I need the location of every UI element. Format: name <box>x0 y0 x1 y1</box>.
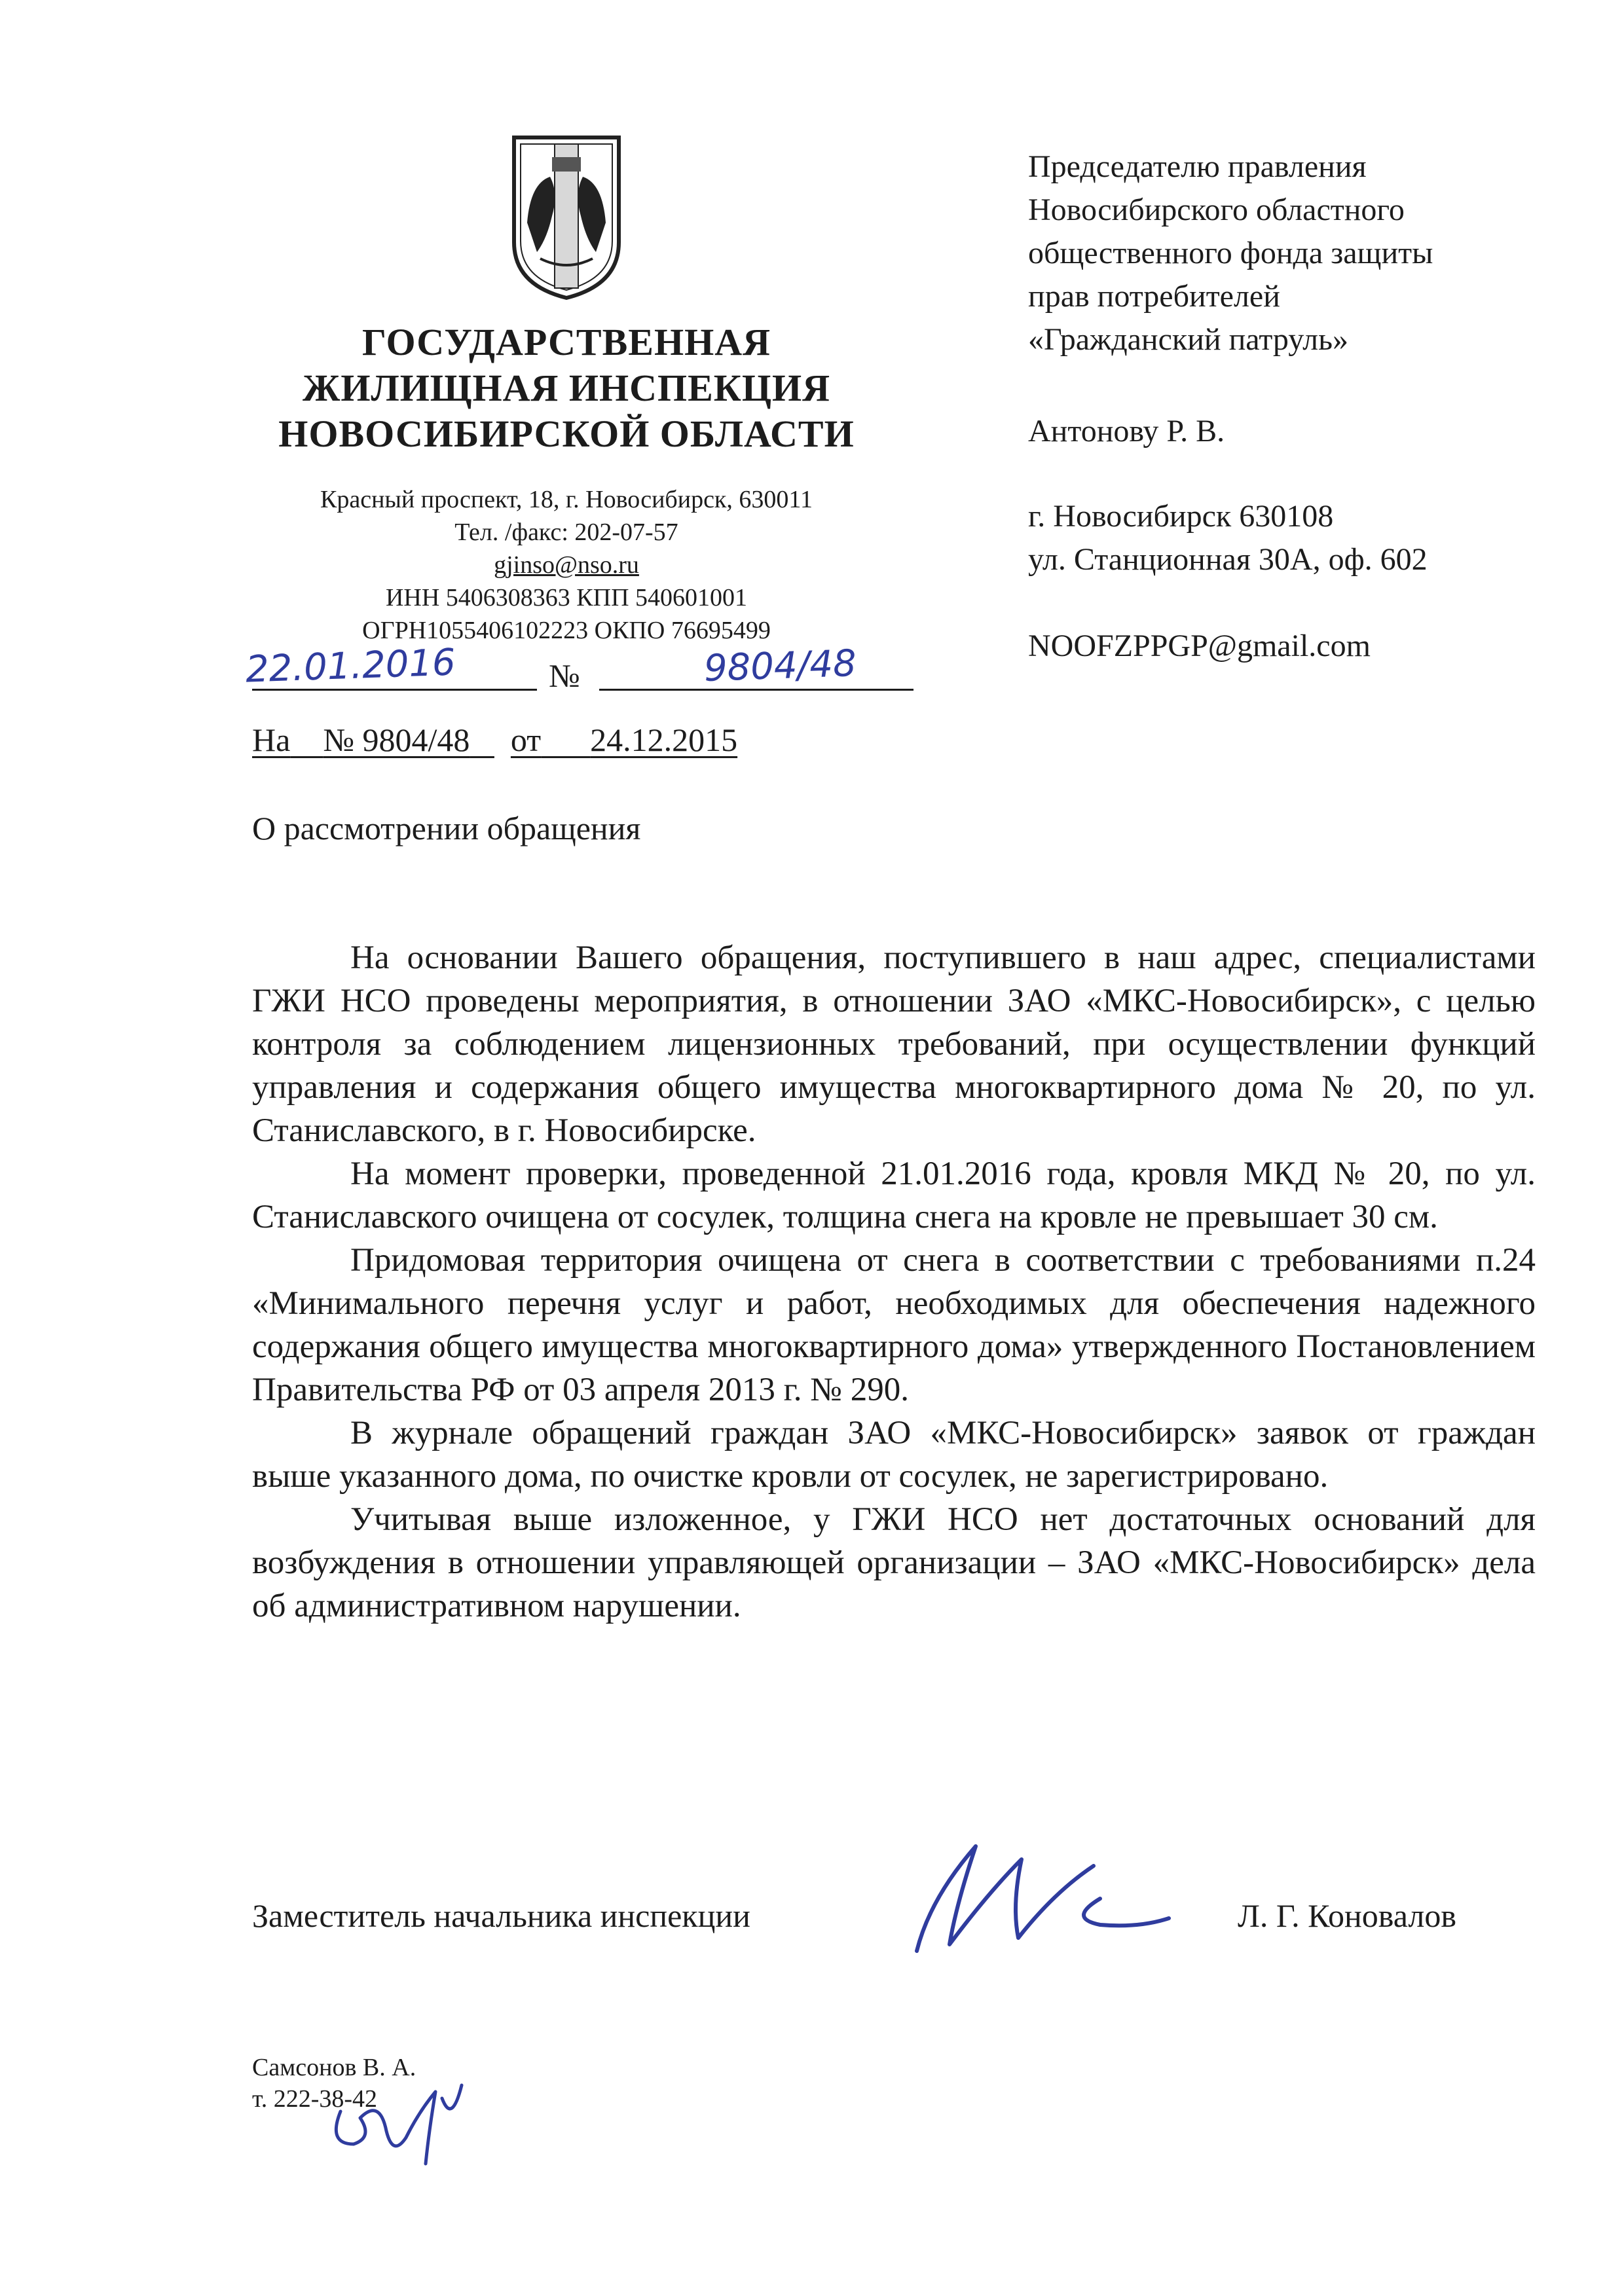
agency-address: Красный проспект, 18, г. Новосибирск, 630011 <box>320 486 813 513</box>
outgoing-number-handwritten: 9804/48 <box>703 642 857 691</box>
recipient-line-3: общественного фонда защиты <box>1028 236 1433 270</box>
reference-number: № 9804/48 <box>323 721 470 758</box>
signer-name: Л. Г. Коновалов <box>1238 1897 1456 1934</box>
agency-name-line-1: ГОСУДАРСТВЕННАЯ <box>362 321 771 363</box>
reference-from-word: от <box>510 721 542 758</box>
signer-position: Заместитель начальника инспекции <box>252 1897 750 1934</box>
reference-prefix: На <box>252 721 291 758</box>
body-paragraph-5: Учитывая выше изложенное, у ГЖИ НСО нет достаточных оснований для возбуждения в отношении управляющей организации – ЗАО «МКС-Новосибирск» дела об административном нарушении. <box>252 1501 1536 1624</box>
reference-line <box>252 720 737 759</box>
agency-email-row <box>216 549 917 581</box>
agency-email-link[interactable]: gjinso@nso.ru <box>494 551 639 579</box>
executor-name: Самсонов В. А. <box>252 2054 416 2081</box>
letter-body <box>252 936 1536 1628</box>
body-paragraph-1: На основании Вашего обращения, поступившего в наш адрес, специалистами ГЖИ НСО проведены мероприятия, в отношении ЗАО «МКС-Новосибирск», с целью контроля за соблюдением лицензионных требований, при осуществлении функций управления и содержания общего имущества многоквартирного дома № 20, по ул. Станиславского, в г. Новосибирске. <box>252 939 1536 1149</box>
recipient-email[interactable]: NOOFZPPGP@gmail.com <box>1028 629 1371 663</box>
outgoing-date-handwritten: 22.01.2016 <box>244 641 456 691</box>
recipient-line-5: «Гражданский патруль» <box>1028 322 1349 357</box>
outgoing-number-sign: № <box>549 657 580 694</box>
agency-name-line-2: ЖИЛИЩНАЯ ИНСПЕКЦИЯ <box>303 367 830 409</box>
letter-subject: О рассмотрении обращения <box>252 810 641 847</box>
agency-name-line-3: НОВОСИБИРСКОЙ ОБЛАСТИ <box>278 412 855 455</box>
reference-date: 24.12.2015 <box>590 721 738 758</box>
coat-of-arms-emblem <box>501 131 632 301</box>
recipient-name: Антонову Р. В. <box>1028 414 1225 448</box>
number-underline <box>599 689 913 691</box>
agency-phone: Тел. /факс: 202-07-57 <box>454 519 678 546</box>
executor-phone: т. 222-38-42 <box>252 2085 378 2113</box>
recipient-line-2: Новосибирского областного <box>1028 192 1405 227</box>
agency-ogrn-okpo: ОГРН1055406102223 ОКПО 76695499 <box>362 617 771 644</box>
recipient-line-4: прав потребителей <box>1028 279 1280 314</box>
recipient-address-line-1: г. Новосибирск 630108 <box>1028 499 1334 534</box>
body-paragraph-2: На момент проверки, проведенной 21.01.2016 года, кровля МКД № 20, по ул. Станиславского очищена от сосулек, толщина снега на кровле не превышает 30 см. <box>252 1156 1536 1235</box>
handwritten-signature <box>904 1820 1179 1964</box>
body-paragraph-4: В журнале обращений граждан ЗАО «МКС-Новосибирск» заявок от граждан выше указанного дома, по очистке кровли от сосулек, не зарегистрировано. <box>252 1415 1536 1495</box>
recipient-address-line-2: ул. Станционная 30А, оф. 602 <box>1028 542 1428 577</box>
executor-initials-signature <box>321 2072 478 2170</box>
agency-inn-kpp: ИНН 5406308363 КПП 540601001 <box>385 584 748 611</box>
date-underline <box>252 689 537 691</box>
body-paragraph-3: Придомовая территория очищена от снега в соответствии с требованиями п.24 «Минимального перечня услуг и работ, необходимых для обеспечения надежного содержания общего имущества многоквартирного дома» утвержденного Постановлением Правительства РФ от 03 апреля 2013 г. № 290. <box>252 1242 1536 1408</box>
recipient-line-1: Председателю правления <box>1028 149 1367 184</box>
